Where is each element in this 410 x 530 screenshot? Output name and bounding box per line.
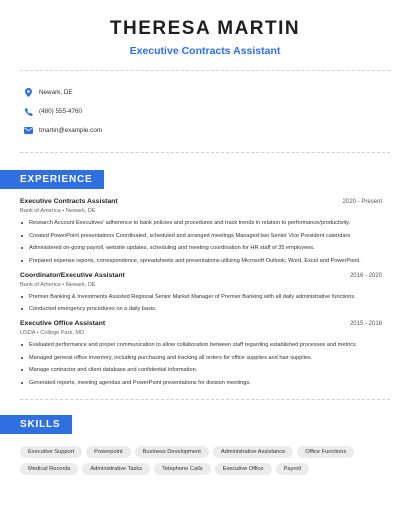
job-bullets (20, 293, 382, 314)
divider (20, 152, 390, 153)
skill-chip: Office Functions (297, 446, 354, 458)
skill-chip: Medical Records (20, 463, 78, 475)
skill-chip: Business Development (135, 446, 209, 458)
resume-header (0, 0, 410, 57)
job-bullet: Evaluated performance and proper communication to allow collaboration between staff regarding established processes and metrics. (20, 341, 382, 349)
contact-location-text: Newark, DE (39, 89, 73, 96)
divider (20, 399, 390, 400)
job-bullets (20, 219, 382, 265)
skills-list (0, 446, 410, 475)
candidate-role: Executive Contracts Assistant (129, 45, 281, 57)
job-title: Executive Office Assistant (20, 320, 106, 327)
job-dates: 2020 - Present (342, 199, 382, 205)
experience-section (0, 169, 410, 387)
location-pin-icon (24, 88, 33, 97)
job-dates: 2016 - 2020 (349, 272, 382, 279)
skill-chip: Executive Office (215, 463, 272, 475)
skill-chip: Telephone Calls (154, 463, 210, 475)
candidate-name: THERESA MARTIN (109, 18, 301, 39)
job-entry (0, 272, 410, 314)
contact-list (0, 71, 410, 140)
skill-chip: Powerpoint (86, 446, 130, 458)
skill-chip: Administrative Assistance (213, 446, 293, 458)
job-bullet: Created PowerPoint presentations Coordinated, scheduled and arranged meetings Managed two Senior Vice President calendars (20, 232, 382, 240)
skill-chip: Payroll (276, 463, 309, 475)
skills-heading: SKILLS (0, 415, 72, 434)
job-bullet: Managed general office inventory, including purchasing and tracking all orders for office supplies and hair supplies. (20, 354, 382, 362)
job-bullet: Generated reports, meeting agendas and PowerPoint presentations for division meetings. (20, 379, 382, 387)
skill-chip: Administrative Tasks (82, 463, 150, 475)
job-bullets (20, 341, 382, 387)
phone-icon (24, 107, 33, 116)
job-bullet: Manage contractor and client database and confidential information. (20, 366, 382, 374)
job-dates: 2015 - 2016 (349, 321, 382, 327)
job-title: Coordinator/Executive Assistant (20, 271, 125, 279)
job-organization: Bank of America • Newark, DE (20, 281, 96, 288)
email-icon (24, 126, 33, 135)
job-title: Executive Contracts Assistant (20, 198, 118, 205)
job-bullet: Premier Banking & Investments Assisted Regional Senior Market Manager of Premier Banking with all daily administrative functions. (20, 293, 382, 301)
job-bullet: Administered on-going payroll, website updates, scheduling and meeting coordination for HR staff of 35 employees. (20, 244, 382, 252)
skills-section (0, 414, 410, 475)
job-bullet: Prepared expense reports, correspondence, spreadsheets and presentations utilizing Microsoft Outlook, Word, Excel and PowerPoint. (20, 257, 382, 265)
contact-email (24, 121, 410, 140)
job-entry (0, 198, 410, 265)
contact-phone (24, 102, 410, 121)
skill-chip: Executive Support (20, 446, 82, 458)
job-organization: USDA • College Park, MD (20, 330, 85, 336)
contact-location (24, 83, 410, 102)
contact-phone-text: (480) 555-4760 (39, 108, 83, 115)
job-entry (0, 320, 410, 387)
job-bullet: Research Account Executives' adherence to bank policies and procedures and track trends in relation to performance/productivity. (20, 219, 382, 227)
job-bullet: Conducted emergency procedures on a daily basis. (20, 305, 382, 313)
experience-heading: EXPERIENCE (0, 170, 104, 189)
contact-email-text: tmartin@example.com (39, 127, 103, 134)
job-organization: Bank of America • Newark, DE (20, 208, 96, 214)
